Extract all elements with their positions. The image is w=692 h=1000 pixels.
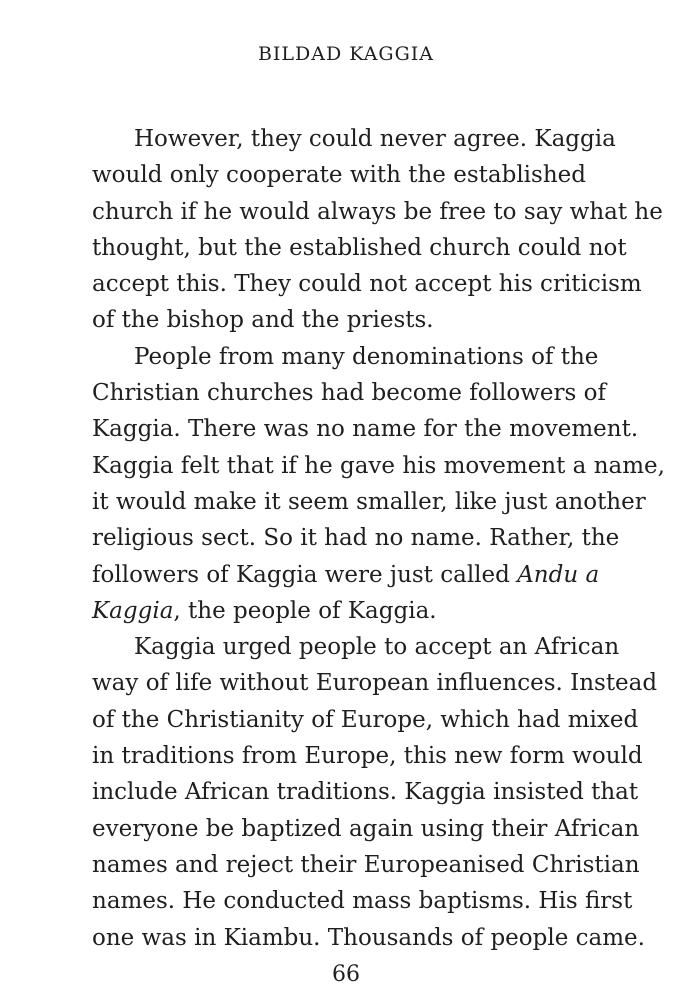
text-line: everyone be baptized again using their African: [92, 815, 640, 842]
text-line: religious sect. So it had no name. Rather, the: [92, 525, 620, 552]
text-line: it would make it seem smaller, like just another: [92, 488, 646, 515]
text-line: However, they could never agree. Kaggia: [134, 126, 616, 152]
text-line: way of life without European influences. Instead: [92, 670, 658, 697]
text-line: [92, 593, 604, 629]
text-line: Kaggia urged people to accept an African: [134, 634, 620, 661]
body-text: [92, 121, 665, 956]
text-line: thought, but the established church could not: [92, 234, 627, 261]
text-line: include African traditions. Kaggia insisted that: [92, 779, 639, 806]
text-line: Kaggia felt that if he gave his movement a name,: [92, 452, 665, 479]
text-line: names. He conducted mass baptisms. His first: [92, 888, 633, 915]
text-line: one was in Kiambu. Thousands of people came.: [92, 924, 645, 951]
text-line: in traditions from Europe, this new form would: [92, 743, 643, 770]
text-line: church if he would always be free to say what he: [92, 198, 663, 225]
page-number: 66: [332, 962, 360, 987]
paragraph-1: [92, 121, 663, 339]
italic-term: Kaggia: [92, 597, 174, 624]
text-line: Kaggia. There was no name for the movement.: [92, 416, 639, 443]
text-line: [92, 557, 604, 593]
italic-term: Andu a: [517, 561, 600, 588]
text-run: followers of Kaggia were just called: [92, 561, 518, 588]
text-line: of the bishop and the priests.: [92, 307, 434, 334]
text-line: of the Christianity of Europe, which had mixed: [92, 706, 639, 733]
text-run: , the people of Kaggia.: [173, 597, 437, 624]
text-line: accept this. They could not accept his criticism: [92, 271, 642, 298]
text-line: People from many denominations of the: [134, 343, 599, 370]
paragraph-3: [92, 629, 658, 956]
paragraph-2: [92, 339, 665, 629]
text-line: Christian churches had become followers of: [92, 380, 606, 407]
text-line: names and reject their Europeanised Christian: [92, 851, 640, 878]
text-line: would only cooperate with the established: [92, 162, 586, 189]
running-head: BILDAD KAGGIA: [257, 43, 435, 65]
